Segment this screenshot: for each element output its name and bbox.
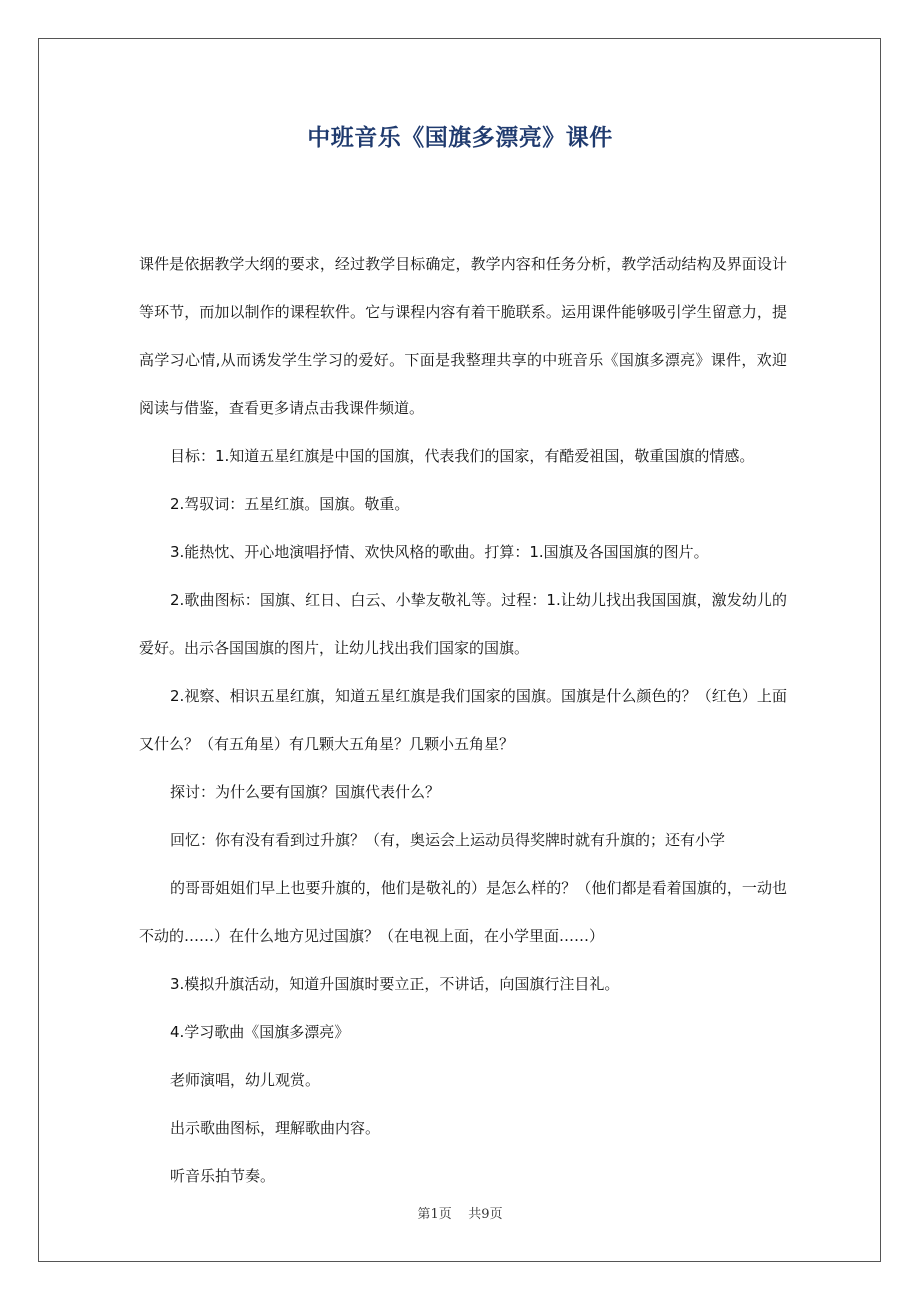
paragraph-recall: 回忆：你有没有看到过升旗？（有，奥运会上运动员得奖牌时就有升旗的；还有小学	[170, 831, 726, 849]
paragraph-learn-song: 4.学习歌曲《国旗多漂亮》	[170, 1023, 350, 1041]
paragraph-teacher-sings: 老师演唱，幼儿观赏。	[170, 1071, 321, 1089]
footer-current-suffix: 页	[438, 1207, 452, 1222]
paragraph-flag-raising: 3.模拟升旗活动，知道升国旗时要立正，不讲话，向国旗行注目礼。	[170, 975, 620, 993]
document-title: 中班音乐《国旗多漂亮》课件	[307, 125, 613, 151]
intro-paragraph: 课件是依据教学大纲的要求，经过教学目标确定，教学内容和任务分析，教学活动结构及界面设计等环节，而加以制作的课程软件。它与课程内容有着干脆联系。运用课件能够吸引学生留意力，提高学习心情,从而诱发学生学习的爱好。下面是我整理共享的中班音乐《国旗多漂亮》课件，欢迎阅读与借鉴，查看更多请点击我课件频道。	[139, 255, 787, 417]
footer-current-prefix: 第	[417, 1207, 431, 1222]
paragraph-observe-flag: 2.视察、相识五星红旗，知道五星红旗是我们国家的国旗。国旗是什么颜色的？（红色）上面又什么？（有五角星）有几颗大五角星？几颗小五角星？	[139, 687, 787, 753]
document-body	[139, 240, 787, 1200]
paragraph-song-icons: 2.歌曲图标：国旗、红日、白云、小挚友敬礼等。过程：1.让幼儿找出我国国旗，激发幼儿的爱好。出示各国国旗的图片，让幼儿找出我们国家的国旗。	[139, 591, 787, 657]
paragraph-singing: 3.能热忱、开心地演唱抒情、欢快风格的歌曲。打算：1.国旗及各国国旗的图片。	[170, 543, 709, 561]
paragraph-discussion: 探讨：为什么要有国旗？国旗代表什么？	[170, 783, 441, 801]
paragraph-rhythm: 听音乐拍节奏。	[170, 1167, 276, 1185]
page-footer	[0, 1205, 920, 1225]
footer-current-page: 1	[430, 1207, 439, 1222]
footer-total-pages: 9	[481, 1207, 490, 1222]
paragraph-vocabulary: 2.驾驭词：五星红旗。国旗。敬重。	[170, 495, 410, 513]
paragraph-show-icons: 出示歌曲图标，理解歌曲内容。	[170, 1119, 381, 1137]
footer-total-suffix: 页	[489, 1207, 503, 1222]
footer-total-prefix: 共	[468, 1207, 482, 1222]
paragraph-recall-continued: 的哥哥姐姐们早上也要升旗的，他们是敬礼的）是怎么样的？（他们都是看着国旗的，一动也不动的……）在什么地方见过国旗？（在电视上面，在小学里面……）	[139, 879, 787, 945]
paragraph-goal: 目标：1.知道五星红旗是中国的国旗，代表我们的国家，有酷爱祖国，敬重国旗的情感。	[170, 447, 755, 465]
